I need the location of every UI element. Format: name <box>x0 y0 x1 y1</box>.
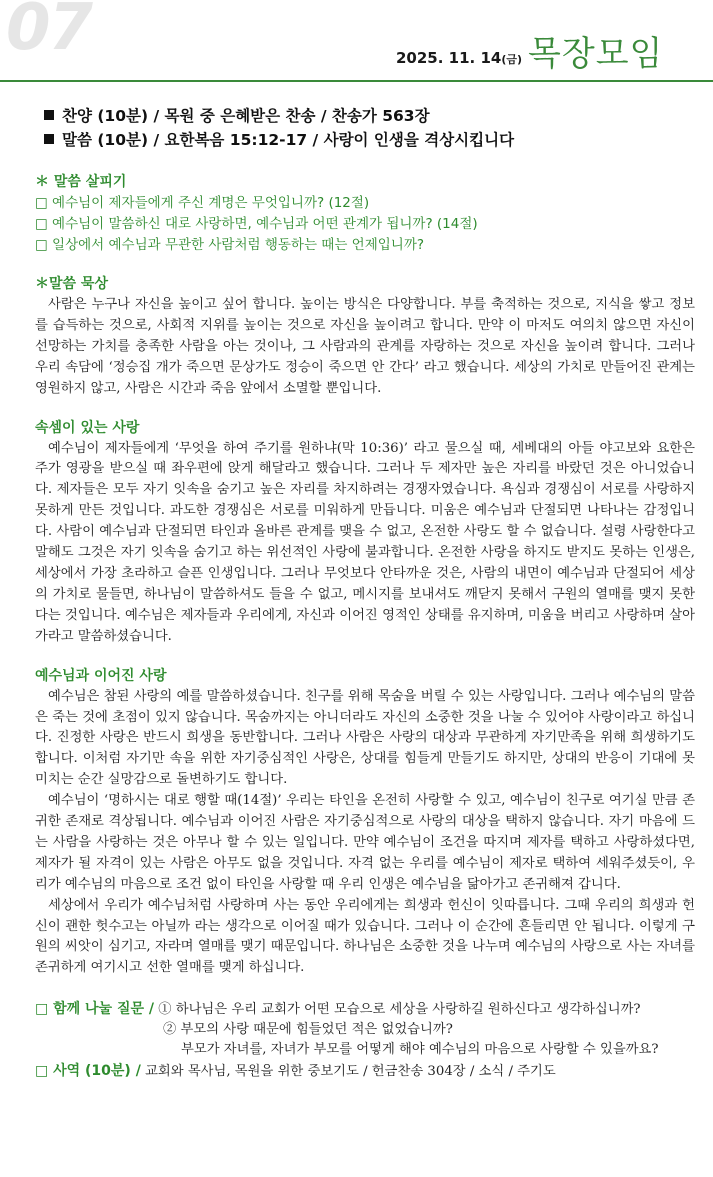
section-paragraph: 예수님이 ‘명하시는 대로 행할 때(14절)’ 우리는 타인을 온전히 사랑할 수 있고, 예수님이 친구로 여기실 만큼 존귀한 존재로 격상됩니다. 예수님과 이어진 사람은 자기중심적으로 사랑의 대상을 택하지 않습니다. 자기 마음에 드는 사람을 사랑하는 것은 아무나 할 수 있는 일입니다. 만약 예수님이 조건을 따지며 제자를 택하고 사랑하셨다면, 제자가 될 자격이 있는 사람은 아무도 없을 것입니다. 자격 없는 우리를 예수님이 제자로 택하여 세워주셨듯이, 우리가 예수님의 마음으로 조건 없이 타인을 사랑할 때 우리 인생은 예수님을 닮아가고 존귀해져 갑니다. <box>35 793 695 892</box>
square-bullet-icon <box>44 110 54 120</box>
spacer <box>35 256 695 274</box>
section-heading: 속셈이 있는 사랑 <box>35 419 140 436</box>
section-paragraph: 세상에서 우리가 예수님처럼 사랑하며 사는 동안 우리에게는 희생과 헌신이 잇따릅니다. 그때 우리의 희생과 헌신이 괜한 헛수고는 아닐까 라는 생각으로 이어질 때가 있습니다. 그러나 이 순간에 흔들리면 안 됩니다. 이렇게 구원의 씨앗이 심기고, 자라며 열매를 맺기 때문입니다. 하나님은 소중한 것을 나누며 예수님의 사랑으로 사는 자녀를 존귀하게 여기시고 선한 열매를 맺게 하십니다. <box>35 897 695 976</box>
sharing-question: 부모가 자녀를, 자녀가 부모를 어떻게 해야 예수님의 마음으로 사랑할 수 있을까요? <box>181 1042 659 1058</box>
header-rule <box>0 80 713 82</box>
sharing-questions <box>35 999 695 1081</box>
study-heading: ＊ 말씀 살피기 <box>35 174 127 190</box>
agenda-item-praise <box>44 104 514 128</box>
meditation-heading: ＊말씀 묵상 <box>35 276 108 292</box>
page-number-watermark: 07 <box>6 0 92 65</box>
meditation-paragraph: 사람은 누구나 자신을 높이고 싶어 합니다. 높이는 방식은 다양합니다. 부를 축적하는 것으로, 지식을 쌓고 정보를 습득하는 것으로, 사회적 지위를 높이는 것으로 자신을 높이려고 합니다. 만약 이 마저도 여의치 않으면 자신이 선망하는 가치를 충족한 사람을 아는 것이나, 그 사람과의 관계를 자랑하는 것으로 자신을 높이려 합니다. 그러나 우리 속담에 ‘정승집 개가 죽으면 문상가도 정승이 죽으면 안 간다’ 라고 했습니다. 세상의 가치로 만들어진 관계는 영원하지 않고, 사람은 시간과 죽음 앞에서 소멸할 뿐입니다. <box>35 297 695 396</box>
section-paragraph: 예수님이 제자들에게 ‘무엇을 하여 주기를 원하냐(막 10:36)’ 라고 물으실 때, 세베대의 아들 야고보와 요한은 주가 영광을 받으실 때 좌우편에 앉게 해달라고 했습니다. 그러나 두 제자만 높은 자리를 바랐던 것은 아니었습니다. 제자들은 모두 자기 잇속을 숨기고 높은 자리를 차지하려는 경쟁자였습니다. 욕심과 경쟁심이 서로를 사랑하지 못하게 만든 것입니다. 과도한 경쟁심은 서로를 미워하게 만듭니다. 미움은 예수님과 단절되면 나타나는 감정입니다. 사람이 예수님과 단절되면 타인과 올바른 관계를 맺을 수 없고, 온전한 사랑도 할 수 없습니다. 설령 사랑한다고 말해도 그것은 자기 잇속을 숨기고 하는 위선적인 사랑에 불과합니다. 온전한 사랑을 하지도 받지도 못하는 인생은, 세상에서 가장 초라하고 슬픈 인생입니다. 그러나 무엇보다 안타까운 것은, 사람의 내면이 예수님과 단절되어 세상의 가치로 물들면, 하나님이 말씀하셔도 들을 수 없고, 메시지를 보내셔도 깨닫지 못해서 구원의 열매를 맺지 못한다는 것입니다. 예수님은 제자들과 우리에게, 자신과 이어진 영적인 상태를 유지하며, 미움을 버리고 사랑하며 살아가라고 말씀하셨습니다. <box>35 440 695 644</box>
agenda-list <box>44 104 514 152</box>
study-question: □ 일상에서 예수님과 무관한 사람처럼 행동하는 때는 언제입니까? <box>35 237 425 253</box>
section-paragraph: 예수님은 참된 사랑의 예를 말씀하셨습니다. 친구를 위해 목숨을 버릴 수 있는 사랑입니다. 그러나 예수님의 말씀은 죽는 것에 초점이 있지 않습니다. 목숨까지는 아니더라도 자신의 소중한 것을 나눌 수 있어야 사랑이라고 하십니다. 진정한 사랑은 반드시 희생을 동반합니다. 그러나 사람은 사랑의 대상과 무관하게 자기만족을 위해 희생하기도 합니다. 이처럼 자기만 속을 위한 자기중심적인 사랑은, 상대를 힘들게 만들기도 하지만, 상대의 반응이 기대에 못 미치는 순간 실망감으로 돌변하기도 합니다. <box>35 688 695 788</box>
spacer <box>35 648 695 666</box>
agenda-item-label: 찬양 (10분) / 목원 중 은혜받은 찬송 / 찬송가 563장 <box>62 107 430 125</box>
square-bullet-icon <box>44 134 54 144</box>
sharing-question: ② 부모의 사랑 때문에 힘들었던 적은 없었습니까? <box>163 1021 453 1037</box>
agenda-item-word <box>44 128 514 152</box>
main-content <box>35 172 695 1081</box>
page-title: 목장모임 <box>528 34 664 74</box>
service-label: □ 사역 (10분) / <box>35 1062 141 1079</box>
study-question: □ 예수님이 말씀하신 대로 사랑하면, 예수님과 어떤 관계가 됩니까? (14절) <box>35 216 478 232</box>
study-question: □ 예수님이 제자들에게 주신 계명은 무엇입니까? (12절) <box>35 195 370 211</box>
section-heading: 예수님과 이어진 사랑 <box>35 667 167 684</box>
sharing-question: ① 하나님은 우리 교회가 어떤 모습으로 세상을 사랑하길 원하신다고 생각하십니까? <box>158 1002 641 1018</box>
date-weekday: (금) <box>501 53 523 66</box>
date-value: 2025. 11. 14 <box>396 49 502 67</box>
meeting-date <box>396 49 522 67</box>
service-text: 교회와 목사님, 목원을 위한 중보기도 / 헌금찬송 304장 / 소식 / 주기도 <box>145 1063 556 1079</box>
agenda-item-label: 말씀 (10분) / 요한복음 15:12-17 / 사랑이 인생을 격상시킵니다 <box>62 131 515 149</box>
spacer <box>35 400 695 418</box>
sharing-label: □ 함께 나눌 질문 / <box>35 1001 154 1018</box>
spacer <box>35 979 695 999</box>
